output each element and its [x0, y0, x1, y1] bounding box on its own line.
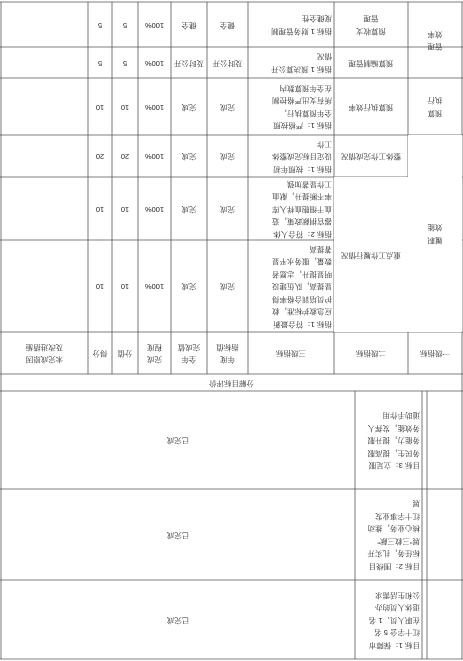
score-row-1: 10: [95, 282, 105, 292]
score-row-2: 10: [95, 204, 105, 214]
weight-row-3: 20: [120, 152, 130, 162]
goal-text-3: 目标 3：立足服 务民生，提高服 务能力，提升服 务效能，发挥人 道助手作用: [367, 411, 420, 471]
rate-row-3: 100%: [144, 152, 165, 162]
target-row-2: 完成: [220, 204, 235, 214]
actual-row-4: 完成: [181, 102, 197, 112]
rate-row-4: 100%: [144, 102, 165, 112]
level1-performance: 履职 效能: [408, 135, 462, 332]
target-row-5: 及时公开: [212, 58, 243, 68]
indicator-row-4: 指标 1：严格按照 全年预算执行， 所有支出严格控制 在全年预算数内: [272, 84, 332, 131]
level1-budget-execution: 预算 执行: [427, 96, 443, 118]
indicator-row-6: 指标 1 财务管理制 度健全性: [271, 14, 332, 36]
score-row-3: 20: [95, 152, 105, 162]
target-row-4: 完成: [220, 102, 235, 112]
indicator-row-1: 指标 1：符合最新 应急救护标准，救 护员培训合格率得 显提高，队伍建设 明显提升，志愿者 数量，服务水平显 著提高: [272, 244, 332, 329]
actual-row-1: 完成: [181, 282, 197, 292]
score-row-6: 5: [97, 20, 103, 30]
target-row-3: 完成: [220, 152, 235, 162]
indicator-row-5: 指标 1 预决算公开 情况: [271, 52, 332, 74]
weight-row-5: 5: [122, 58, 128, 68]
level2-budget-preparation: 预算编制管理: [348, 58, 394, 68]
header-level3: 三级指标: [276, 349, 306, 359]
weight-row-4: 10: [120, 102, 130, 112]
actual-row-2: 完成: [181, 204, 197, 214]
header-reason: 未完成原因 及改进措施: [25, 343, 64, 365]
goal-result-1: 已完成: [166, 615, 190, 625]
level2-overall-work: 整体工作完成情况: [341, 152, 401, 162]
actual-row-5: 及时公开: [174, 58, 204, 68]
header-annual-target: 年度 指标值: [216, 343, 239, 365]
weight-row-2: 10: [120, 204, 130, 214]
indicator-row-2: 指标 2：符合人体 器官捐献政策，造 血干细胞血样入库 率不断提升，献血 工作显著加强: [272, 179, 332, 239]
score-row-5: 5: [97, 58, 103, 68]
level1-management-efficiency: 管理 效率: [427, 30, 443, 52]
weight-row-6: 5: [122, 20, 128, 30]
header-level2: 二级指标: [356, 349, 386, 359]
goal-result-2: 已完成: [166, 530, 190, 540]
indicator-row-3: 指标 1：按照年初 设定目标完成整体 工作: [272, 139, 332, 174]
header-weight: 分值: [117, 349, 133, 359]
section-title: 分解目标评价: [209, 378, 254, 388]
target-row-1: 完成: [220, 282, 235, 292]
rate-row-1: 100%: [144, 282, 165, 292]
level2-key-work: 重点工作履行情况: [334, 177, 408, 332]
weight-row-1: 10: [120, 282, 130, 292]
target-row-6: 健全: [220, 20, 235, 30]
header-level1: 一级指标: [420, 349, 450, 359]
rate-row-6: 100%: [144, 20, 165, 30]
actual-row-3: 完成: [181, 152, 197, 162]
header-score: 得分: [92, 349, 108, 359]
goal-text-2: 目标 2：围绕目 标任务，扎实开 展“三救三献” 核心业务，推动 红十字事业发 展: [367, 499, 420, 571]
score-row-4: 10: [95, 102, 105, 112]
rate-row-2: 100%: [144, 204, 165, 214]
rate-row-5: 100%: [144, 58, 165, 68]
goal-text-1: 目标 1：保障市 红十字会 5 名 在职人员、1 名 退休人员的办 公和生活需求: [368, 590, 420, 650]
header-completion-rate: 完成 程度: [147, 343, 162, 365]
level2-budget-revenue-expense: 预算收支 管理: [356, 14, 386, 36]
header-annual-actual: 全年 完成值: [177, 343, 201, 365]
goal-result-3: 已完成: [166, 436, 190, 446]
actual-row-6: 健全: [181, 20, 197, 30]
level2-budget-efficiency: 预算执行效率: [348, 102, 394, 112]
